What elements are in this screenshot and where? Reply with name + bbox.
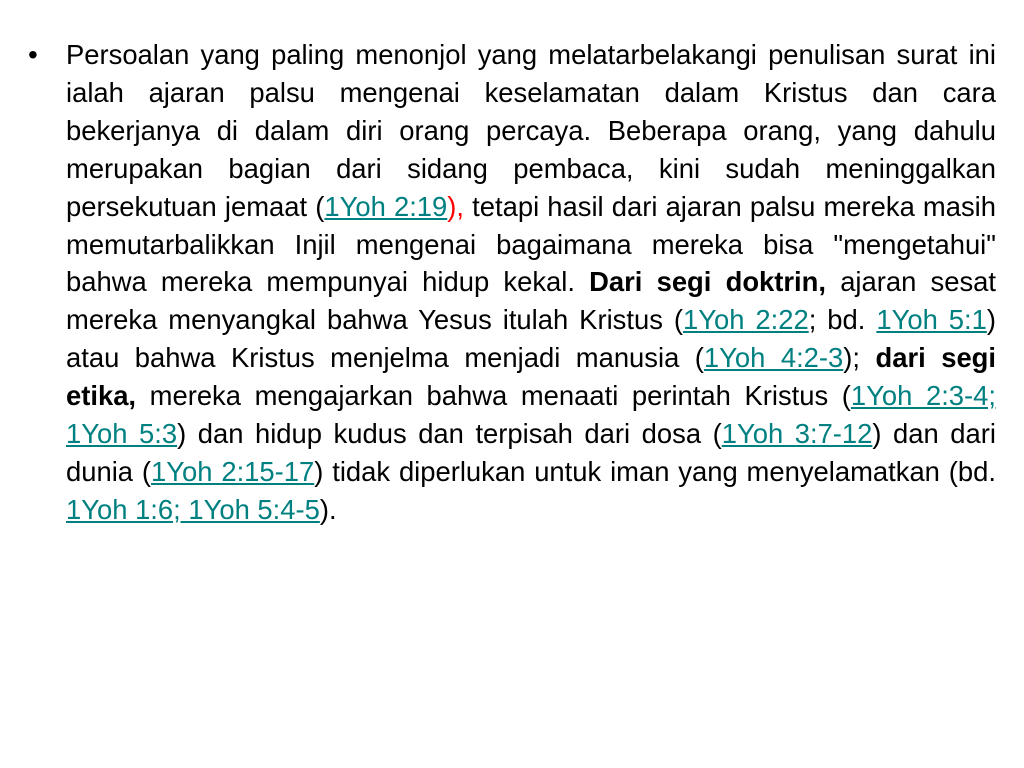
text-segment: mereka mengajarkan bahwa menaati perintah Kristus ( [136, 380, 851, 412]
text-segment: ) dan dari dunia ( [66, 418, 996, 487]
bullet-icon: • [28, 39, 38, 70]
bold-phrase-etika: dari segi etika, [66, 342, 997, 412]
text-segment: ) atau bahwa Kristus menjelma menjadi manusia ( [66, 304, 996, 374]
text-segment: Persoalan yang paling menonjol yang melatarbelakangi penulisan surat ini ialah ajaran palsu mengenai keselamatan dalam Kristus dan cara bekerjanya di dalam diri orang percaya. Beberapa orang, yang dahulu merupakan bagian dari sidang pembaca, kini sudah meninggalkan persekutuan jemaat ( [66, 39, 996, 222]
scripture-link-1yoh-2-19[interactable]: 1Yoh 2:19 [324, 190, 448, 222]
bold-phrase-doktrin: Dari segi doktrin, [589, 266, 827, 298]
bullet-item [28, 36, 996, 529]
text-segment: ). [319, 493, 337, 525]
scripture-link-1yoh-2-22[interactable]: 1Yoh 2:22 [682, 304, 809, 336]
text-segment: ) tidak diperlukan untuk iman yang menyelamatkan (bd. [314, 455, 996, 487]
text-segment: ); [843, 342, 876, 374]
text-segment-red: ), [447, 190, 465, 222]
text-segment: ajaran sesat mereka menyangkal bahwa Yesus itulah Kristus ( [66, 266, 996, 336]
body-paragraph [66, 36, 996, 529]
text-segment: ) dan hidup kudus dan terpisah dari dosa ( [177, 418, 722, 450]
text-segment: ; bd. [808, 304, 877, 336]
scripture-link-1yoh-3-7-12[interactable]: 1Yoh 3:7-12 [721, 418, 873, 450]
scripture-link-1yoh-4-2-3[interactable]: 1Yoh 4:2-3 [703, 342, 844, 374]
scripture-link-1yoh-5-1[interactable]: 1Yoh 5:1 [876, 304, 987, 336]
scripture-link-1yoh-1-6[interactable]: 1Yoh 1:6; 1Yoh 5:4-5 [66, 493, 320, 525]
scripture-link-1yoh-2-15-17[interactable]: 1Yoh 2:15-17 [151, 455, 315, 487]
scripture-link-1yoh-2-3-4[interactable]: 1Yoh 2:3-4; 1Yoh 5:3 [66, 380, 997, 450]
text-segment: tetapi hasil dari ajaran palsu mereka masih memutarbalikkan Injil mengenai bagaimana mereka bisa "mengetahui" bahwa mereka mempunyai hidup kekal. [66, 190, 997, 298]
